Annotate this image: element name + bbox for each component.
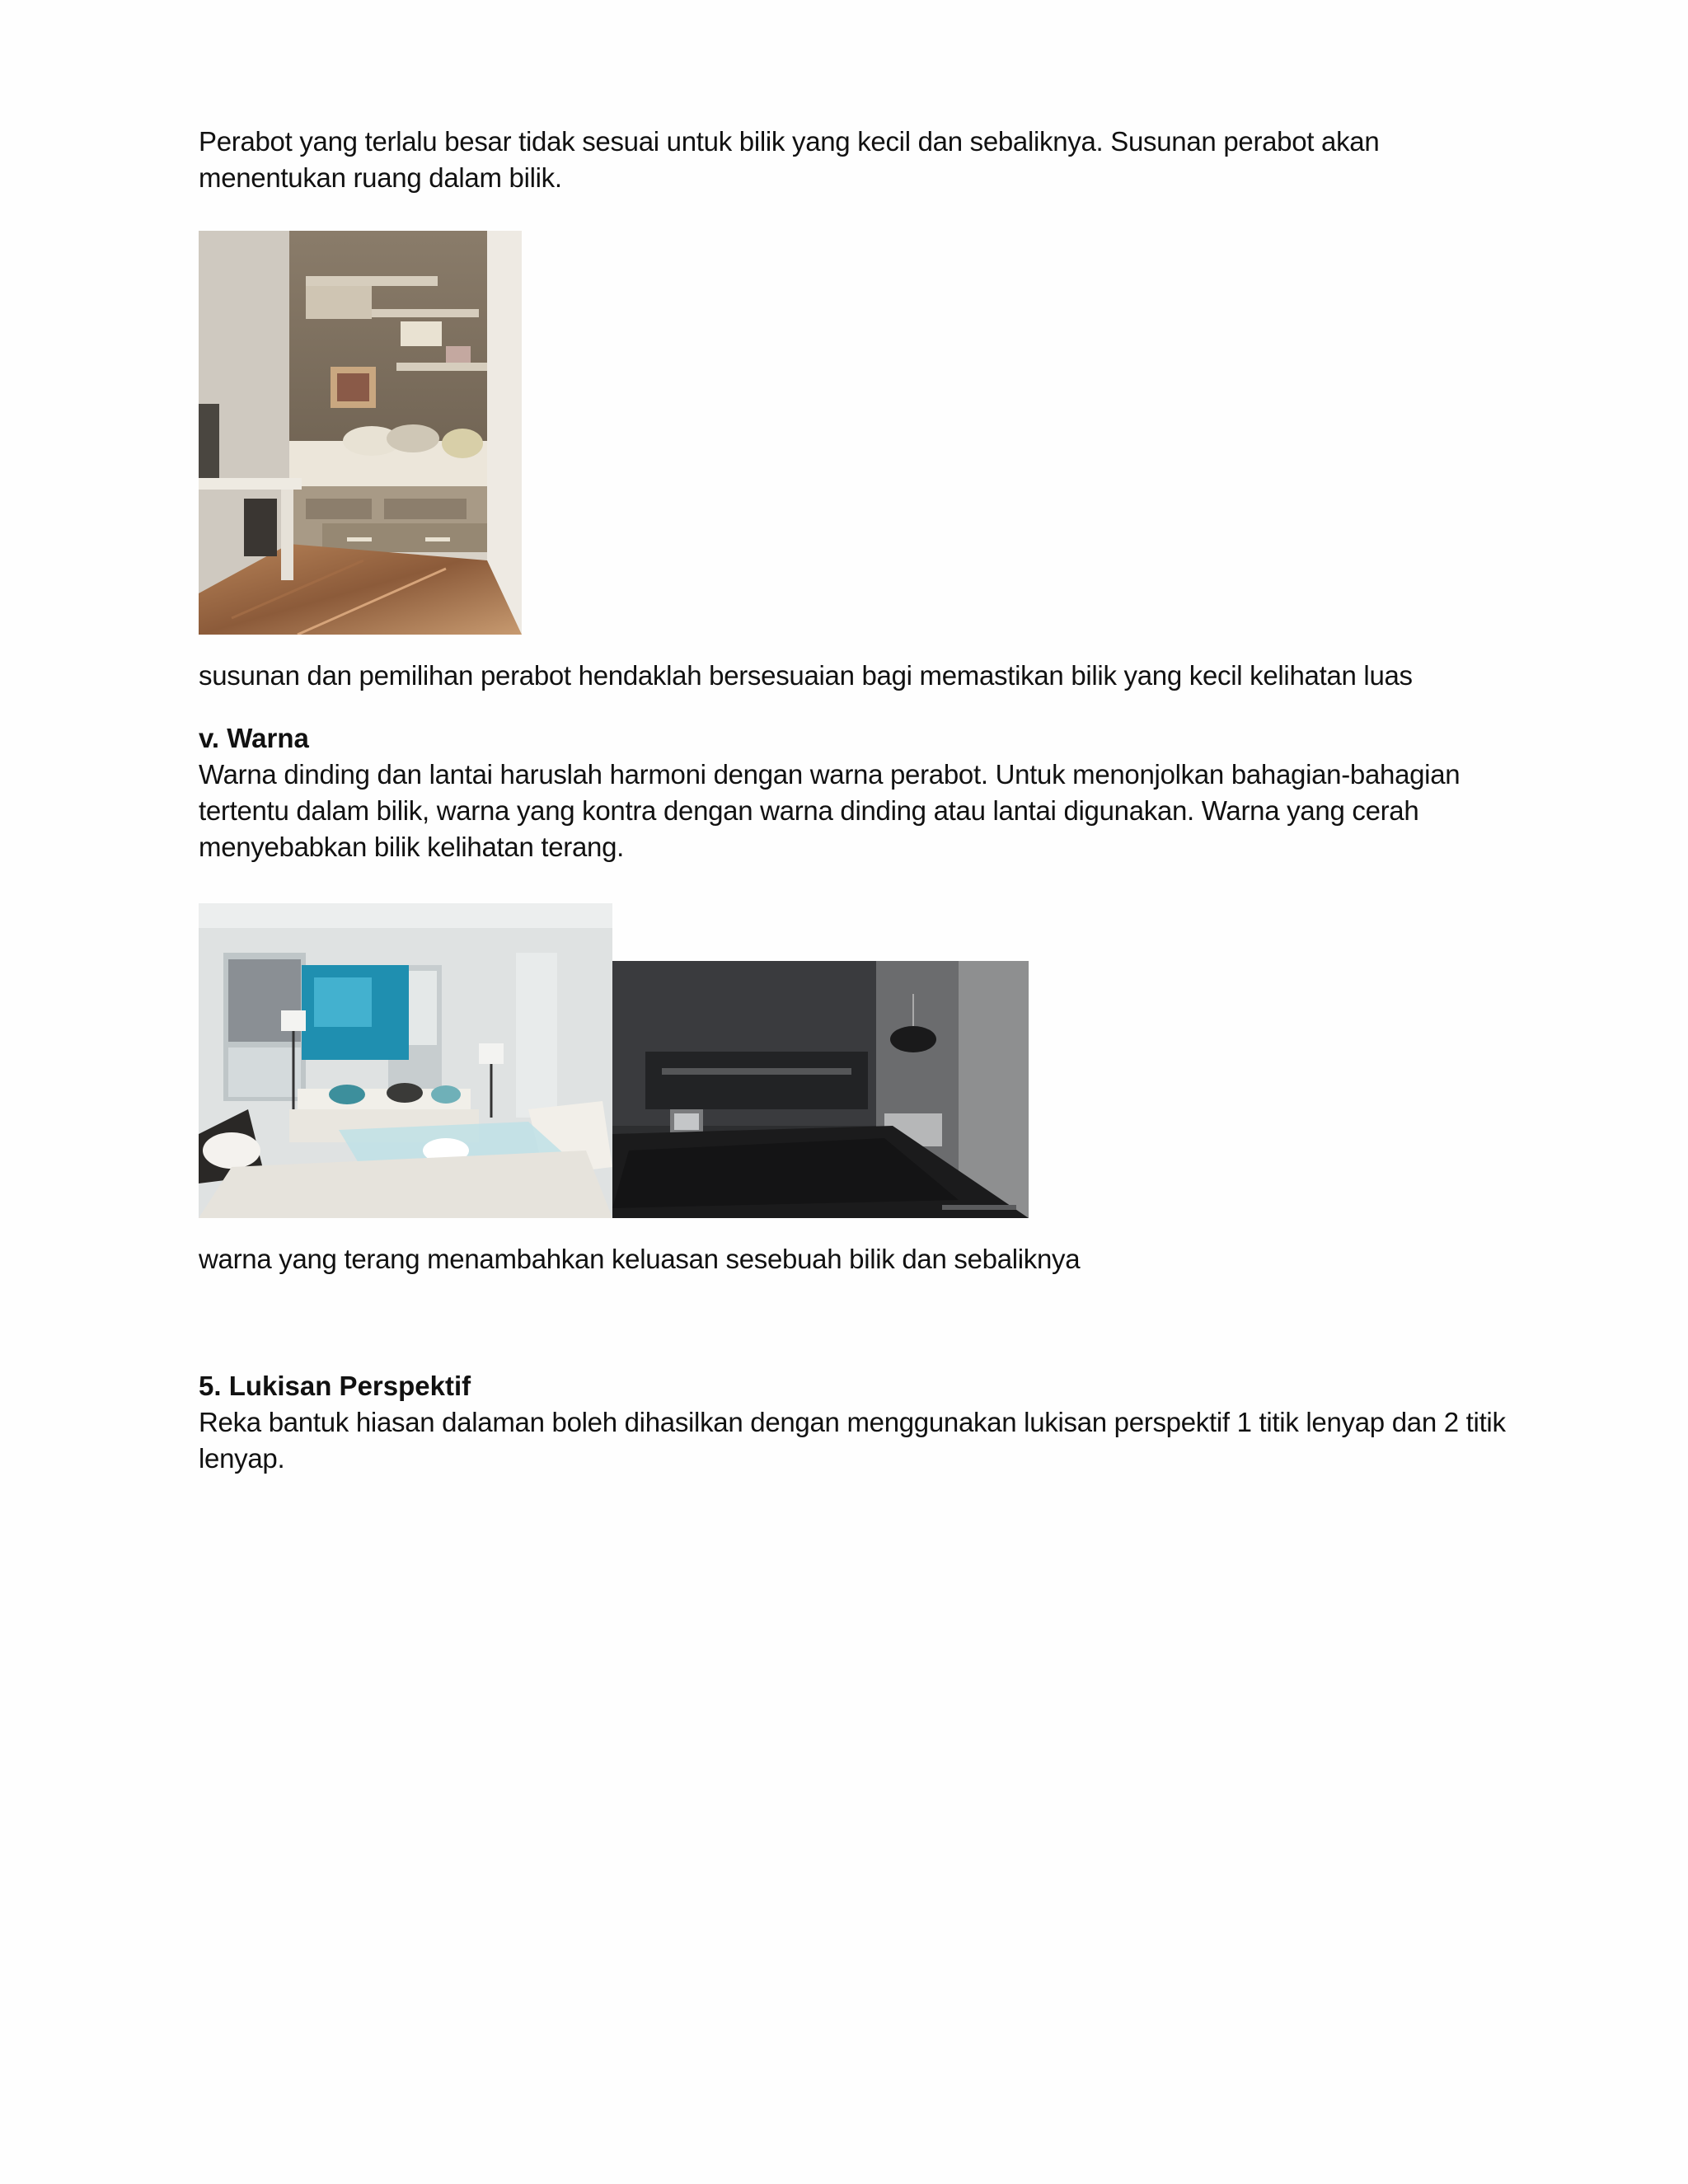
rooms-caption: warna yang terang menambahkan keluasan sesebuah bilik dan sebaliknya xyxy=(199,1244,1081,1274)
dark-living-room-illustration xyxy=(612,961,1029,1218)
intro-paragraph: Perabot yang terlalu besar tidak sesuai untuk bilik yang kecil dan sebaliknya. Susunan perabot akan menentukan ruang dalam bilik. xyxy=(199,126,1380,193)
small-bedroom-illustration xyxy=(199,231,522,635)
perspektif-heading: 5. Lukisan Perspektif xyxy=(199,1371,471,1401)
warna-paragraph: Warna dinding dan lantai haruslah harmoni dengan warna perabot. Untuk menonjolkan bahagian-bahagian tertentu dalam bilik, warna yang kontra dengan warna dinding atau lantai digunakan. Warna yang cerah menyebabkan bilik kelihatan terang. xyxy=(199,759,1461,862)
bright-living-room-illustration xyxy=(199,903,612,1218)
perspektif-paragraph: Reka bantuk hiasan dalaman boleh dihasilkan dengan menggunakan lukisan perspektif 1 titik lenyap dan 2 titik lenyap. xyxy=(199,1407,1506,1474)
small-bedroom-photo xyxy=(199,231,522,635)
bedroom-caption: susunan dan pemilihan perabot hendaklah bersesuaian bagi memastikan bilik yang kecil kelihatan luas xyxy=(199,660,1413,691)
bright-living-room-photo xyxy=(199,903,612,1218)
dark-living-room-photo xyxy=(612,961,1029,1218)
warna-heading: v. Warna xyxy=(199,723,309,753)
